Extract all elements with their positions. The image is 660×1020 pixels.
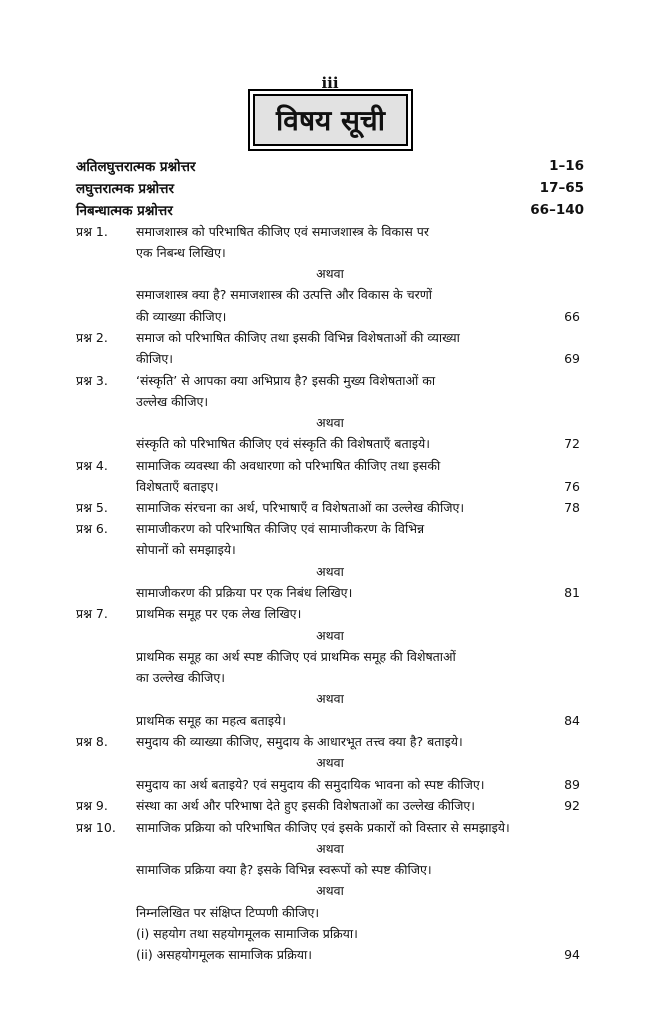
question-text: सामाजिक प्रक्रिया क्या है? इसके विभिन्न स्वरूपों को स्पष्ट कीजिए। [136, 862, 432, 877]
question-text: समुदाय की व्याख्या कीजिए, समुदाय के आधारभूत तत्त्व क्या है? बताइये। [136, 734, 463, 749]
question-number: प्रश्न 3. [76, 373, 108, 388]
page-ref: 66 [564, 309, 580, 324]
question-text: संस्था का अर्थ और परिभाषा देते हुए इसकी विशेषताओं का उल्लेख कीजिए। [136, 798, 476, 813]
athva-label: अथवा [316, 266, 344, 281]
question-text: विशेषताएँ बताइए। [136, 479, 219, 494]
question-text: प्राथमिक समूह पर एक लेख लिखिए। [136, 606, 302, 621]
page-ref: 72 [564, 436, 580, 451]
title-box [253, 94, 408, 146]
question-text: समाजशास्त्र को परिभाषित कीजिए एवं समाजशास्त्र के विकास पर [136, 224, 429, 239]
question-text: सामाजिक व्यवस्था की अवधारणा को परिभाषित कीजिए तथा इसकी [136, 458, 441, 473]
question-text: सोपानों को समझाइये। [136, 542, 236, 557]
question-number: प्रश्न 6. [76, 521, 108, 536]
toc-section-row [76, 177, 584, 199]
question-number: प्रश्न 7. [76, 606, 108, 621]
athva-label: अथवा [316, 415, 344, 430]
section-label: निबन्धात्मक प्रश्नोत्तर [76, 203, 173, 219]
question-text: संस्कृति को परिभाषित कीजिए एवं संस्कृति की विशेषताएँ बताइये। [136, 436, 431, 451]
question-text: सामाजीकरण की प्रक्रिया पर एक निबंध लिखिए। [136, 585, 353, 600]
section-pages: 1–16 [549, 158, 584, 174]
question-text: की व्याख्या कीजिए। [136, 309, 227, 324]
athva-label: अथवा [316, 691, 344, 706]
athva-label: अथवा [316, 628, 344, 643]
question-number: प्रश्न 4. [76, 458, 108, 473]
athva-label: अथवा [316, 564, 344, 579]
question-text: ‘संस्कृति’ से आपका क्या अभिप्राय है? इसकी मुख्य विशेषताओं का [136, 373, 436, 388]
athva-label: अथवा [316, 755, 344, 770]
question-text: एक निबन्ध लिखिए। [136, 245, 226, 260]
question-number: प्रश्न 10. [76, 820, 116, 835]
question-text: समुदाय का अर्थ बताइये? एवं समुदाय की समुदायिक भावना को स्पष्ट कीजिए। [136, 777, 485, 792]
question-text: समाजशास्त्र क्या है? समाजशास्त्र की उत्पत्ति और विकास के चरणों [136, 287, 433, 302]
toc-section-row [76, 199, 584, 221]
page-title: विषय सूची [276, 104, 385, 137]
page-ref: 94 [564, 947, 580, 962]
question-text: का उल्लेख कीजिए। [136, 670, 225, 685]
question-text: प्राथमिक समूह का महत्व बताइये। [136, 713, 286, 728]
page-ref: 84 [564, 713, 580, 728]
section-pages: 17–65 [539, 180, 584, 196]
section-label: अतिलघुत्तरात्मक प्रश्नोत्तर [76, 159, 196, 175]
athva-label: अथवा [316, 841, 344, 856]
question-text: कीजिए। [136, 351, 174, 366]
question-number: प्रश्न 5. [76, 500, 108, 515]
page-ref: 89 [564, 777, 580, 792]
question-text: निम्नलिखित पर संक्षिप्त टिप्पणी कीजिए। [136, 905, 320, 920]
question-number: प्रश्न 8. [76, 734, 108, 749]
question-number: प्रश्न 9. [76, 798, 108, 813]
page-ref: 81 [564, 585, 580, 600]
question-text: सामाजिक प्रक्रिया को परिभाषित कीजिए एवं इसके प्रकारों को विस्तार से समझाइये। [136, 820, 510, 835]
question-text: सामाजिक संरचना का अर्थ, परिभाषाएँ व विशेषताओं का उल्लेख कीजिए। [136, 500, 465, 515]
page-ref: 92 [564, 798, 580, 813]
question-text: समाज को परिभाषित कीजिए तथा इसकी विभिन्न विशेषताओं की व्याख्या [136, 330, 460, 345]
page-ref: 78 [564, 500, 580, 515]
section-label: लघुत्तरात्मक प्रश्नोत्तर [76, 181, 174, 197]
question-number: प्रश्न 1. [76, 224, 108, 239]
page-ref: 76 [564, 479, 580, 494]
question-text: (ii) असहयोगमूलक सामाजिक प्रक्रिया। [136, 947, 313, 962]
question-text: सामाजीकरण को परिभाषित कीजिए एवं सामाजीकरण के विभिन्न [136, 521, 425, 536]
question-number: प्रश्न 2. [76, 330, 108, 345]
question-text: उल्लेख कीजिए। [136, 394, 209, 409]
athva-label: अथवा [316, 883, 344, 898]
page-number: iii [321, 74, 339, 92]
question-text: (i) सहयोग तथा सहयोगमूलक सामाजिक प्रक्रिया। [136, 926, 358, 941]
toc-section-row [76, 155, 584, 177]
page-ref: 69 [564, 351, 580, 366]
section-pages: 66–140 [530, 202, 584, 218]
question-text: प्राथमिक समूह का अर्थ स्पष्ट कीजिए एवं प्राथमिक समूह की विशेषताओं [136, 649, 456, 664]
